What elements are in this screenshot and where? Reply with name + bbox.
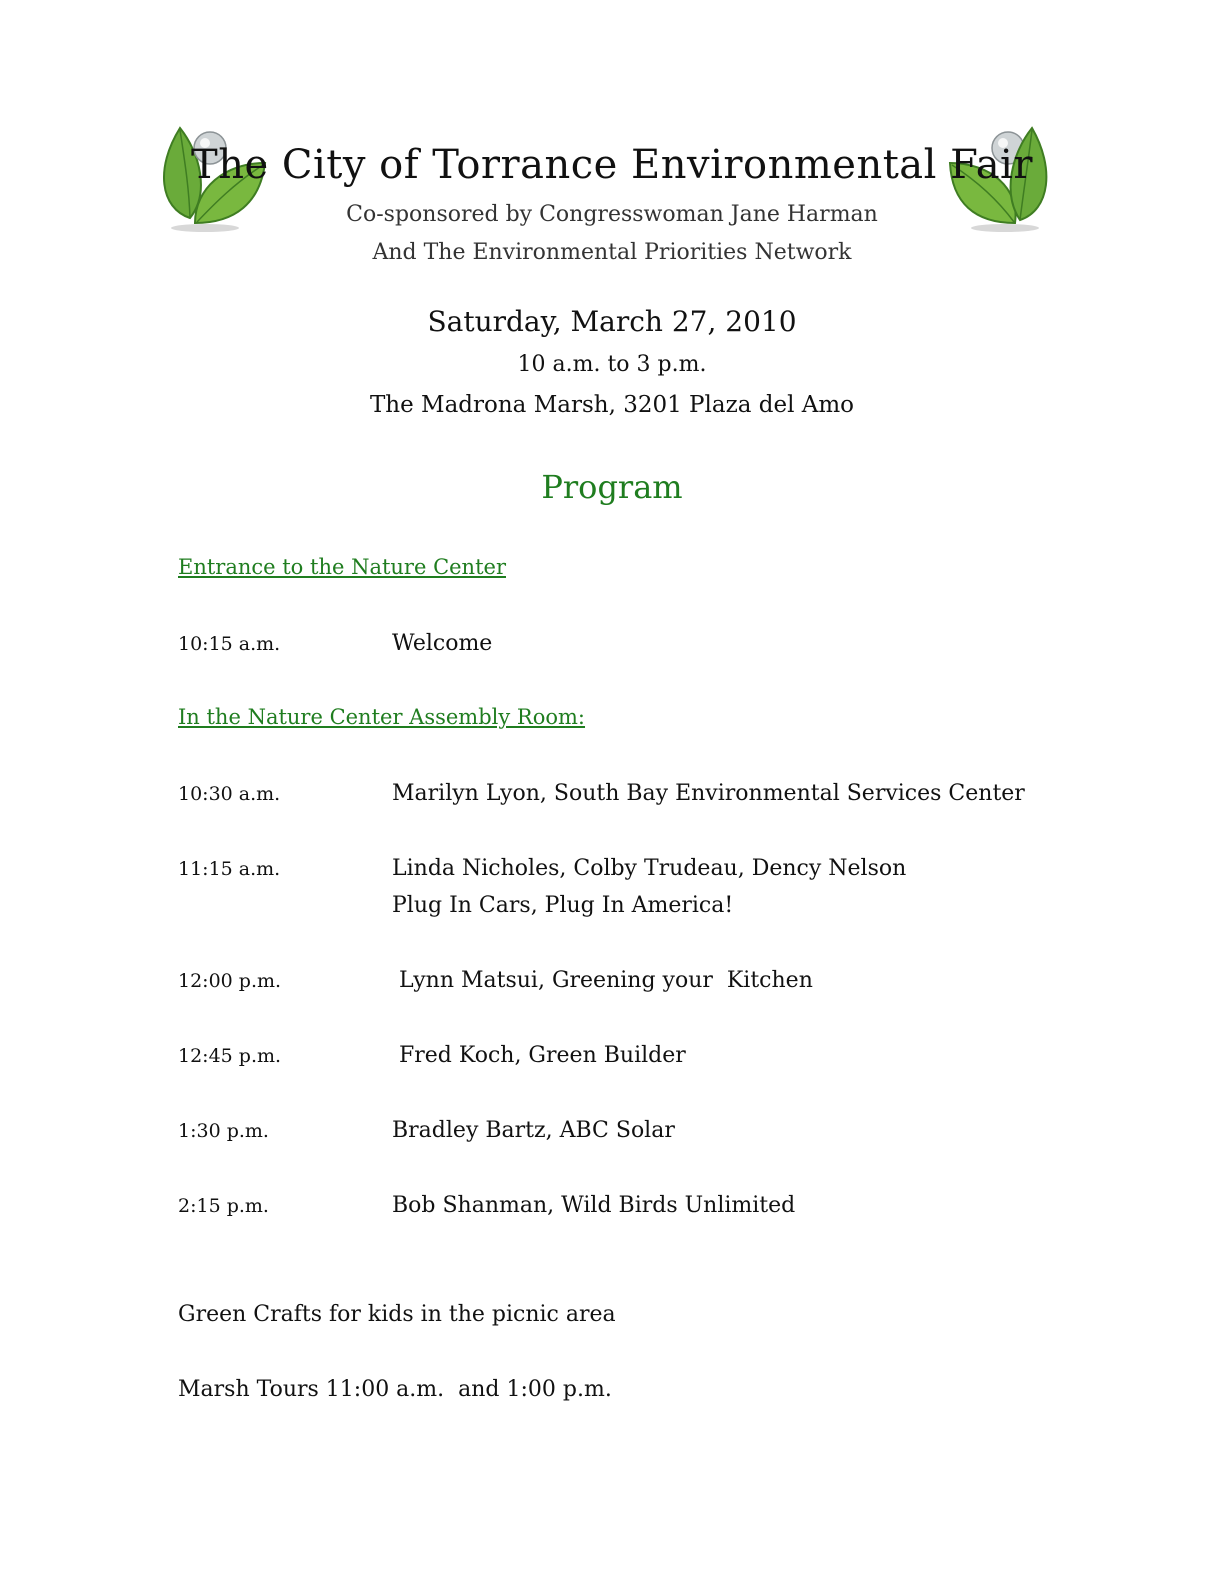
schedule-time: 1:30 p.m.: [178, 1120, 269, 1142]
schedule-description: Lynn Matsui, Greening your Kitchen: [392, 968, 813, 993]
event-hours: 10 a.m. to 3 p.m.: [517, 352, 707, 377]
schedule-description: Bradley Bartz, ABC Solar: [392, 1118, 675, 1143]
schedule-time: 12:00 p.m.: [178, 970, 282, 992]
program-heading: Program: [541, 468, 683, 506]
schedule-description: Linda Nicholes, Colby Trudeau, Dency Nelson: [392, 856, 907, 881]
tours-note: Marsh Tours 11:00 a.m. and 1:00 p.m.: [178, 1377, 612, 1402]
sponsor-line-1: Co-sponsored by Congresswoman Jane Harman: [346, 202, 878, 227]
schedule-description-subtitle: Plug In Cars, Plug In America!: [392, 893, 734, 918]
schedule-time: 11:15 a.m.: [178, 858, 281, 880]
page-title: The City of Torrance Environmental Fair: [191, 142, 1033, 188]
crafts-note: Green Crafts for kids in the picnic area: [178, 1302, 616, 1327]
schedule-time: 2:15 p.m.: [178, 1195, 269, 1217]
event-date: Saturday, March 27, 2010: [427, 305, 797, 338]
section-heading-assembly-room: In the Nature Center Assembly Room:: [178, 705, 586, 729]
schedule-time: 12:45 p.m.: [178, 1045, 282, 1067]
section-heading-entrance: Entrance to the Nature Center: [178, 555, 506, 579]
schedule-time: 10:15 a.m.: [178, 633, 281, 655]
schedule-description: Fred Koch, Green Builder: [392, 1043, 686, 1068]
schedule-description: Marilyn Lyon, South Bay Environmental Services Center: [392, 781, 1025, 806]
schedule-description: Welcome: [392, 631, 493, 656]
schedule-time: 10:30 a.m.: [178, 783, 281, 805]
schedule-description: Bob Shanman, Wild Birds Unlimited: [392, 1193, 796, 1218]
sponsor-line-2: And The Environmental Priorities Network: [372, 240, 852, 265]
event-location: The Madrona Marsh, 3201 Plaza del Amo: [369, 392, 855, 418]
